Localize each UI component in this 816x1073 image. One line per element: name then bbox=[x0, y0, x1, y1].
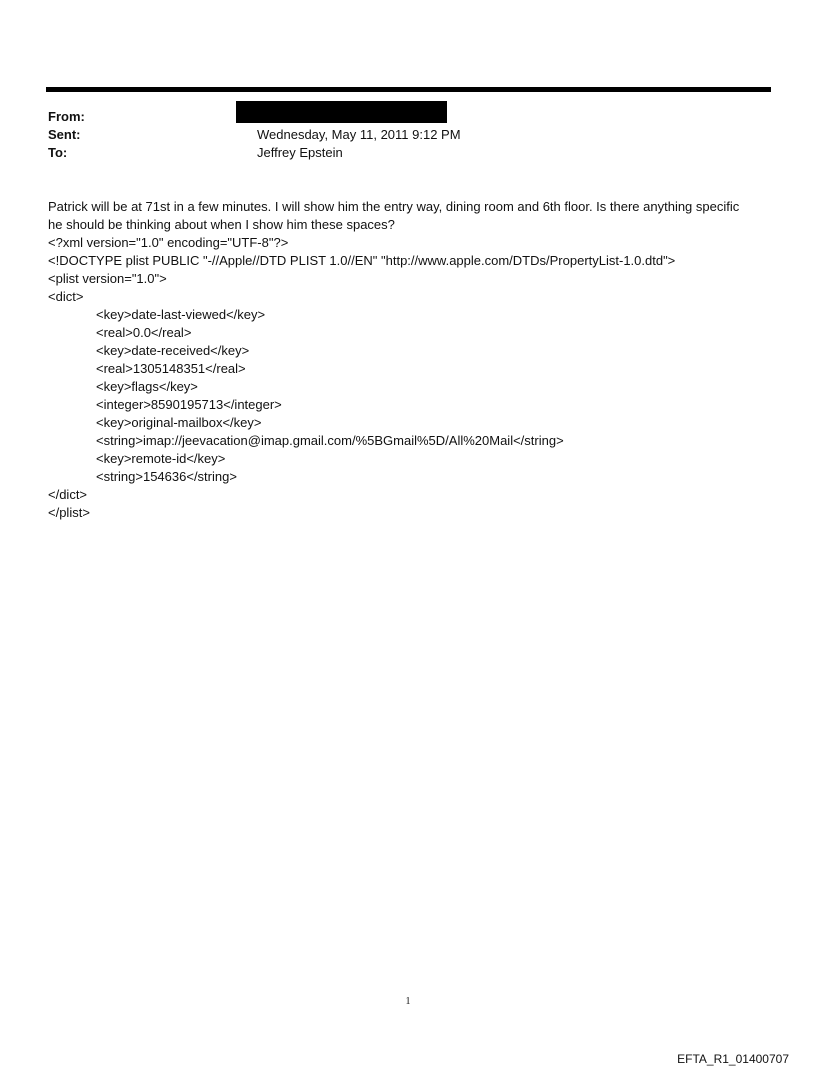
from-row bbox=[48, 108, 748, 126]
page-number: 1 bbox=[405, 996, 411, 1007]
plist-line: <string>154636</string> bbox=[96, 469, 237, 484]
plist-line: <integer>8590195713</integer> bbox=[96, 397, 282, 412]
document-id: EFTA_R1_01400707 bbox=[677, 1052, 789, 1066]
plist-line: </dict> bbox=[48, 487, 88, 502]
email-body bbox=[48, 198, 748, 522]
plist-line: <!DOCTYPE plist PUBLIC "-//Apple//DTD PLIST 1.0//EN" "http://www.apple.com/DTDs/PropertyList-1.0.dtd"> bbox=[48, 253, 676, 268]
to-label: To: bbox=[48, 145, 68, 160]
plist-line: <key>original-mailbox</key> bbox=[96, 415, 262, 430]
plist-line: <key>date-received</key> bbox=[96, 343, 250, 358]
message-text: Patrick will be at 71st in a few minutes. I will show him the entry way, dining room and 6th floor. Is there anything specific he should be thinking about when I show him these spaces? bbox=[48, 199, 740, 232]
header-divider bbox=[46, 87, 771, 92]
email-header bbox=[48, 108, 748, 162]
sent-label: Sent: bbox=[48, 127, 81, 142]
plist-line: <dict> bbox=[48, 289, 84, 304]
plist-line: <string>imap://jeevacation@imap.gmail.com/%5BGmail%5D/All%20Mail</string> bbox=[96, 433, 564, 448]
sent-row bbox=[48, 126, 748, 144]
plist-line: <key>date-last-viewed</key> bbox=[96, 307, 266, 322]
to-row bbox=[48, 144, 748, 162]
plist-line: </plist> bbox=[48, 505, 90, 520]
plist-line: <key>remote-id</key> bbox=[96, 451, 226, 466]
plist-line: <?xml version="1.0" encoding="UTF-8"?> bbox=[48, 235, 289, 250]
plist-line: <real>1305148351</real> bbox=[96, 361, 246, 376]
to-value: Jeffrey Epstein bbox=[257, 145, 343, 160]
plist-line: <key>flags</key> bbox=[96, 379, 198, 394]
from-label: From: bbox=[48, 109, 85, 124]
plist-line: <real>0.0</real> bbox=[96, 325, 192, 340]
plist-line: <plist version="1.0"> bbox=[48, 271, 167, 286]
sent-value: Wednesday, May 11, 2011 9:12 PM bbox=[257, 127, 461, 142]
